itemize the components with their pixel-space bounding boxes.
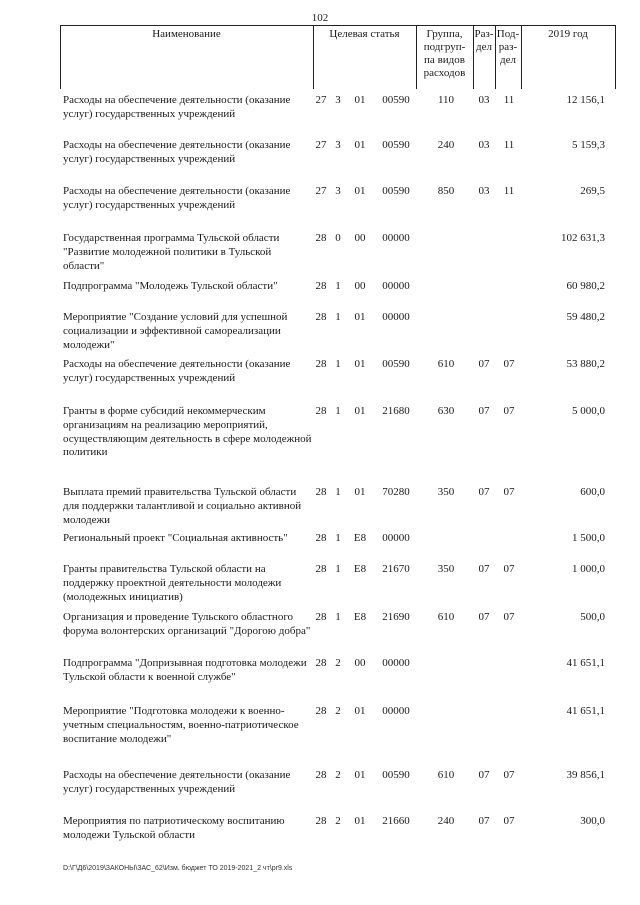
row-target-subprogram: 2 <box>335 769 341 781</box>
row-amount: 12 156,1 <box>566 94 605 106</box>
row-target-event: 01 <box>354 486 366 498</box>
row-group: 240 <box>437 139 455 151</box>
row-name: Расходы на обеспечение деятельности (оказание услуг) государственных учреждений <box>63 139 291 165</box>
column-header-target: Целевая статья <box>329 28 400 40</box>
row-amount: 53 880,2 <box>566 358 605 370</box>
row-amount: 39 856,1 <box>566 769 605 781</box>
row-name: Государственная программа Тульской области "Развитие молодежной политики в Тульской области" <box>63 232 280 272</box>
row-amount: 1 000,0 <box>572 563 605 575</box>
row-name: Мероприятие "Создание условий для успешной социализации и эффективной самореализации молодежи" <box>63 311 288 351</box>
row-group: 610 <box>437 611 455 623</box>
header-border-right <box>615 25 616 89</box>
row-name: Подпрограмма "Допризывная подготовка молодежи Тульской области к военной службе" <box>63 657 307 683</box>
row-target-subprogram: 1 <box>335 280 341 292</box>
row-razdel: 07 <box>478 563 490 575</box>
row-target-direction: 00590 <box>382 769 410 781</box>
row-target-direction: 21670 <box>382 563 410 575</box>
row-name: Расходы на обеспечение деятельности (оказание услуг) государственных учреждений <box>63 769 291 795</box>
row-target-subprogram: 1 <box>335 486 341 498</box>
row-target-direction: 00590 <box>382 139 410 151</box>
column-header-razdel: Раз- дел <box>474 28 494 53</box>
row-target-direction: 00000 <box>382 705 410 717</box>
row-amount: 300,0 <box>580 815 605 827</box>
row-amount: 41 651,1 <box>566 657 605 669</box>
row-target-program: 28 <box>315 705 327 717</box>
row-name: Гранты правительства Тульской области на поддержку проектной деятельности молодежи (молодежных инициатив) <box>63 563 282 603</box>
row-target-program: 28 <box>315 657 327 669</box>
row-name: Выплата премий правительства Тульской области для поддержки талантливой и социально активной молодежи <box>63 486 302 526</box>
row-target-direction: 00000 <box>382 280 410 292</box>
row-group: 630 <box>437 405 455 417</box>
row-target-event: 01 <box>354 185 366 197</box>
row-target-program: 28 <box>315 611 327 623</box>
row-razdel: 07 <box>478 769 490 781</box>
row-target-program: 28 <box>315 769 327 781</box>
row-target-event: 01 <box>354 815 366 827</box>
row-target-program: 27 <box>315 94 327 106</box>
row-name: Организация и проведение Тульского областного форума волонтерских организаций "Дорогою добра" <box>63 611 311 637</box>
row-name: Подпрограмма "Молодежь Тульской области" <box>63 280 278 292</box>
row-podrazdel: 11 <box>503 185 515 197</box>
row-target-program: 27 <box>315 185 327 197</box>
row-target-event: E8 <box>353 611 367 623</box>
column-header-year: 2019 год <box>548 28 588 40</box>
table-header <box>60 25 616 89</box>
row-podrazdel: 07 <box>503 405 515 417</box>
row-amount: 1 500,0 <box>572 532 605 544</box>
row-target-direction: 00590 <box>382 94 410 106</box>
row-razdel: 07 <box>478 815 490 827</box>
row-target-event: 00 <box>354 232 366 244</box>
row-target-event: 01 <box>354 705 366 717</box>
row-group: 610 <box>437 769 455 781</box>
row-target-program: 28 <box>315 280 327 292</box>
row-name: Расходы на обеспечение деятельности (оказание услуг) государственных учреждений <box>63 94 291 120</box>
row-amount: 600,0 <box>580 486 605 498</box>
row-amount: 60 980,2 <box>566 280 605 292</box>
row-target-direction: 21690 <box>382 611 410 623</box>
row-target-event: 01 <box>354 94 366 106</box>
row-podrazdel: 07 <box>503 486 515 498</box>
row-target-subprogram: 3 <box>335 139 341 151</box>
row-razdel: 03 <box>478 185 490 197</box>
row-target-event: 01 <box>354 311 366 323</box>
row-razdel: 07 <box>478 405 490 417</box>
row-name: Расходы на обеспечение деятельности (оказание услуг) государственных учреждений <box>63 185 291 211</box>
row-target-event: 01 <box>354 769 366 781</box>
row-razdel: 07 <box>478 486 490 498</box>
row-target-program: 28 <box>315 532 327 544</box>
row-target-direction: 00000 <box>382 657 410 669</box>
row-target-program: 28 <box>315 563 327 575</box>
row-target-event: 00 <box>354 657 366 669</box>
row-target-direction: 70280 <box>382 486 410 498</box>
row-group: 240 <box>437 815 455 827</box>
row-target-event: 01 <box>354 405 366 417</box>
row-target-event: E8 <box>353 563 367 575</box>
row-target-event: 01 <box>354 358 366 370</box>
row-target-subprogram: 1 <box>335 532 341 544</box>
row-podrazdel: 07 <box>503 358 515 370</box>
row-amount: 269,5 <box>580 185 605 197</box>
row-razdel: 03 <box>478 139 490 151</box>
row-target-direction: 00000 <box>382 532 410 544</box>
column-header-group: Группа, подгруп- па видов расходов <box>423 28 466 79</box>
row-razdel: 03 <box>478 94 490 106</box>
row-name: Мероприятие "Подготовка молодежи к военно-учетным специальностям, военно-патриотическое воспитание молодежи" <box>63 705 299 745</box>
row-target-event: 00 <box>354 280 366 292</box>
row-target-subprogram: 1 <box>335 311 341 323</box>
row-amount: 5 000,0 <box>572 405 605 417</box>
row-group: 350 <box>437 563 455 575</box>
row-group: 110 <box>437 94 455 106</box>
row-target-program: 28 <box>315 358 327 370</box>
row-target-subprogram: 1 <box>335 405 341 417</box>
row-target-subprogram: 1 <box>335 611 341 623</box>
row-target-direction: 21660 <box>382 815 410 827</box>
row-target-subprogram: 3 <box>335 94 341 106</box>
row-name: Региональный проект "Социальная активность" <box>63 532 288 544</box>
row-target-subprogram: 0 <box>335 232 341 244</box>
row-amount: 59 480,2 <box>566 311 605 323</box>
row-podrazdel: 07 <box>503 563 515 575</box>
row-podrazdel: 07 <box>503 769 515 781</box>
row-target-program: 28 <box>315 405 327 417</box>
row-target-direction: 00000 <box>382 232 410 244</box>
row-target-program: 28 <box>315 311 327 323</box>
row-target-subprogram: 2 <box>335 815 341 827</box>
row-target-direction: 00590 <box>382 358 410 370</box>
column-header-podrazdel: Под- раз- дел <box>496 28 520 66</box>
row-target-subprogram: 2 <box>335 705 341 717</box>
row-razdel: 07 <box>478 358 490 370</box>
row-target-subprogram: 1 <box>335 563 341 575</box>
row-target-event: 01 <box>354 139 366 151</box>
row-target-program: 28 <box>315 486 327 498</box>
row-group: 350 <box>437 486 455 498</box>
row-target-direction: 21680 <box>382 405 410 417</box>
row-name: Мероприятия по патриотическому воспитанию молодежи Тульской области <box>63 815 285 841</box>
file-path-footer: D:\Г\Д6\2019\ЗАКОНЫ\ЗАС_62\Изм. бюджет ТО 2019-2021_2 чт\pr9.xls <box>63 865 293 872</box>
page-number: 102 <box>311 12 329 24</box>
row-target-direction: 00590 <box>382 185 410 197</box>
row-group: 850 <box>437 185 455 197</box>
row-target-event: E8 <box>353 532 367 544</box>
row-amount: 500,0 <box>580 611 605 623</box>
row-target-program: 27 <box>315 139 327 151</box>
row-target-program: 28 <box>315 815 327 827</box>
row-podrazdel: 11 <box>503 139 515 151</box>
row-group: 610 <box>437 358 455 370</box>
row-target-direction: 00000 <box>382 311 410 323</box>
column-header-name: Наименование <box>152 28 221 40</box>
row-razdel: 07 <box>478 611 490 623</box>
row-target-subprogram: 1 <box>335 358 341 370</box>
row-podrazdel: 07 <box>503 611 515 623</box>
row-name: Расходы на обеспечение деятельности (оказание услуг) государственных учреждений <box>63 358 291 384</box>
row-podrazdel: 07 <box>503 815 515 827</box>
row-target-program: 28 <box>315 232 327 244</box>
row-target-subprogram: 2 <box>335 657 341 669</box>
header-top-border <box>60 25 616 26</box>
row-target-subprogram: 3 <box>335 185 341 197</box>
row-amount: 102 631,3 <box>561 232 605 244</box>
row-name: Гранты в форме субсидий некоммерческим организациям на реализацию мероприятий, осуществляющим деятельность в сфере молодежной политики <box>63 405 312 459</box>
row-podrazdel: 11 <box>503 94 515 106</box>
row-amount: 5 159,3 <box>572 139 605 151</box>
row-amount: 41 651,1 <box>566 705 605 717</box>
